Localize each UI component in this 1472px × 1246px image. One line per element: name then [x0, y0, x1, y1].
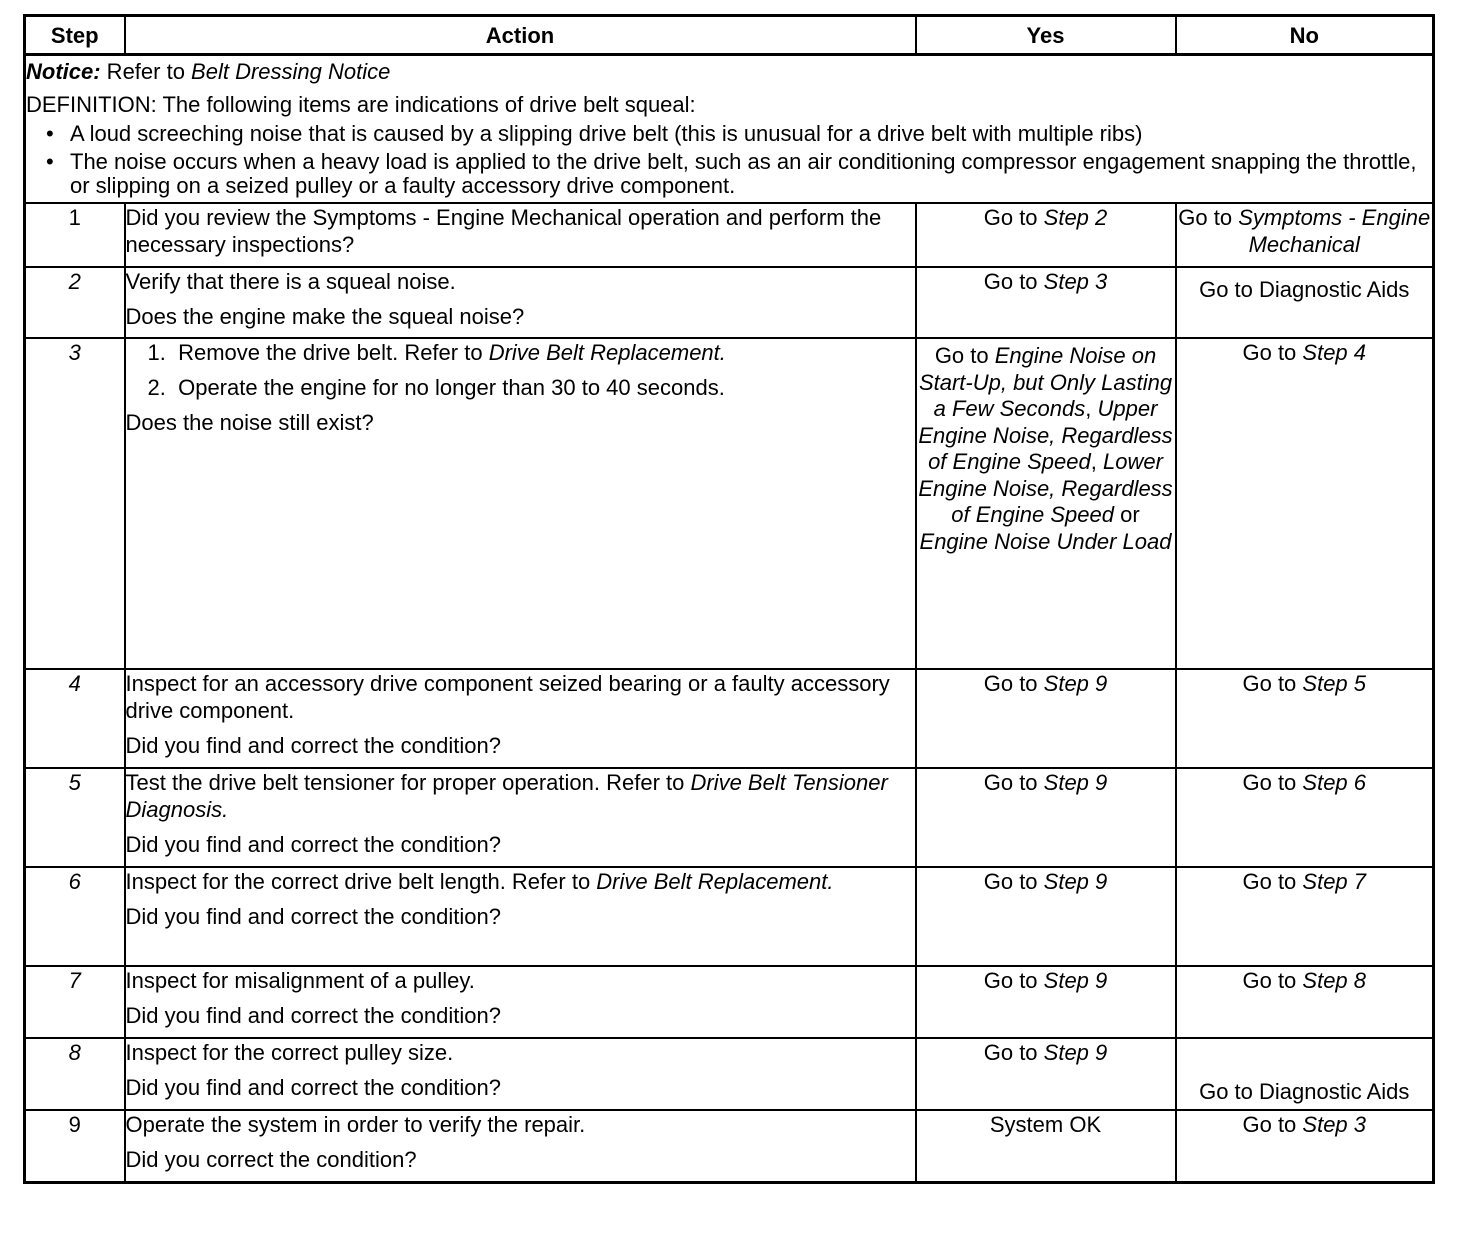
action-ref[interactable]: Drive Belt Tensioner Diagnosis.	[125, 770, 888, 822]
table-row	[25, 1110, 1434, 1182]
action-question: Did you find and correct the condition?	[125, 904, 501, 929]
yes-cell	[916, 203, 1176, 267]
action-text-span: Test the drive belt tensioner for proper operation. Refer to	[125, 770, 691, 795]
list-text: Operate the engine for no longer than 30 to 40 seconds.	[178, 375, 725, 400]
no-prefix: Go to	[1178, 205, 1239, 230]
no-prefix: Go to	[1242, 770, 1303, 795]
step-number: 8	[25, 1038, 125, 1110]
list-number: 1.	[147, 340, 166, 365]
bullet-icon: •	[46, 149, 54, 174]
separator: or	[1114, 502, 1140, 527]
action-text: Did you review the Symptoms - Engine Mechanical operation and perform the necessary inspections?	[125, 205, 882, 257]
table-row	[25, 338, 1434, 669]
list-number: 2.	[147, 375, 166, 400]
yes-link[interactable]: Engine Noise Under Load	[919, 528, 1172, 554]
step-action	[125, 203, 916, 267]
no-cell	[1176, 267, 1434, 338]
yes-prefix: Go to	[983, 205, 1044, 230]
no-prefix: Go to	[1242, 869, 1303, 894]
action-text	[126, 868, 915, 895]
yes-prefix: Go to	[983, 968, 1044, 993]
action-text-span: Inspect for the correct drive belt length. Refer to	[125, 869, 597, 894]
table-row	[25, 669, 1434, 768]
yes-link[interactable]: Step 9	[1043, 968, 1108, 993]
step-number: 1	[25, 203, 125, 267]
yes-cell	[916, 867, 1176, 966]
list-ref[interactable]: Drive Belt Replacement.	[488, 340, 726, 365]
definition-text: DEFINITION: The following items are indications of drive belt squeal:	[26, 92, 696, 117]
step-number: 2	[25, 267, 125, 338]
yes-prefix: Go to	[983, 770, 1044, 795]
header-yes: Yes	[916, 16, 1176, 55]
bullet-text: The noise occurs when a heavy load is applied to the drive belt, such as an air conditioning compressor engagement snapping the throttle, or slipping on a seized pulley or a faulty accessory drive component.	[70, 149, 1417, 198]
no-link[interactable]: Step 7	[1302, 869, 1367, 894]
yes-cell	[916, 338, 1176, 669]
yes-prefix: Go to	[934, 343, 995, 368]
yes-cell	[916, 966, 1176, 1038]
yes-link[interactable]: Step 9	[1043, 770, 1108, 795]
step-number: 5	[25, 768, 125, 867]
yes-long-text	[917, 343, 1175, 555]
action-text	[126, 769, 915, 823]
no-prefix: Go to	[1242, 671, 1303, 696]
action-question: Did you find and correct the condition?	[125, 1003, 501, 1028]
step-action	[125, 768, 916, 867]
notice-cell	[25, 55, 1434, 204]
yes-link[interactable]: Step 9	[1043, 671, 1108, 696]
action-text: Inspect for an accessory drive component seized bearing or a faulty accessory drive component.	[125, 671, 890, 723]
yes-cell	[916, 1110, 1176, 1182]
action-text: Inspect for misalignment of a pulley.	[125, 968, 475, 993]
yes-prefix: Go to	[983, 671, 1044, 696]
definition-list	[26, 122, 1432, 198]
no-cell	[1176, 338, 1434, 669]
no-link[interactable]: Step 3	[1302, 1112, 1367, 1137]
diagnostic-table	[23, 14, 1435, 1184]
no-link[interactable]: Go to Diagnostic Aids	[1199, 277, 1410, 302]
no-cell	[1176, 1038, 1434, 1110]
header-action: Action	[125, 16, 916, 55]
action-text: Operate the system in order to verify the repair.	[125, 1112, 586, 1137]
step-action	[125, 669, 916, 768]
step-action	[125, 867, 916, 966]
yes-prefix: Go to	[983, 1040, 1044, 1065]
yes-link[interactable]: Step 9	[1043, 869, 1108, 894]
header-step: Step	[25, 16, 125, 55]
yes-link[interactable]: Step 3	[1043, 269, 1108, 294]
separator: ,	[1085, 396, 1098, 421]
no-cell	[1176, 203, 1434, 267]
no-cell	[1176, 768, 1434, 867]
table-header-row	[25, 16, 1434, 55]
yes-link[interactable]: System OK	[989, 1112, 1102, 1137]
list-text: Remove the drive belt. Refer to	[178, 340, 489, 365]
no-cell	[1176, 669, 1434, 768]
yes-link[interactable]: Step 9	[1043, 1040, 1108, 1065]
action-question: Does the engine make the squeal noise?	[125, 304, 525, 329]
no-link[interactable]: Symptoms - Engine Mechanical	[1238, 205, 1431, 257]
no-cell	[1176, 867, 1434, 966]
action-text: Verify that there is a squeal noise.	[125, 269, 456, 294]
step-number: 4	[25, 669, 125, 768]
step-action	[125, 267, 916, 338]
action-question: Does the noise still exist?	[125, 410, 374, 435]
list-item	[46, 149, 1432, 198]
table-row	[25, 867, 1434, 966]
table-row	[25, 267, 1434, 338]
no-link[interactable]: Step 6	[1302, 770, 1367, 795]
yes-prefix: Go to	[983, 869, 1044, 894]
no-prefix: Go to	[1242, 340, 1303, 365]
notice-ref: Belt Dressing Notice	[191, 59, 391, 84]
yes-cell	[916, 267, 1176, 338]
notice-row	[25, 55, 1434, 204]
yes-cell	[916, 768, 1176, 867]
action-question: Did you correct the condition?	[125, 1147, 417, 1172]
list-item	[148, 374, 915, 401]
step-number: 3	[25, 338, 125, 669]
step-action	[125, 966, 916, 1038]
yes-link[interactable]: Engine Noise on Start-Up, but Only Lasting a Few Seconds	[918, 343, 1173, 421]
no-cell	[1176, 1110, 1434, 1182]
step-action	[125, 1038, 916, 1110]
table-row	[25, 966, 1434, 1038]
header-no: No	[1176, 16, 1434, 55]
yes-link[interactable]: Step 2	[1043, 205, 1108, 230]
no-link[interactable]: Step 4	[1302, 340, 1367, 365]
no-link[interactable]: Go to Diagnostic Aids	[1199, 1079, 1410, 1104]
no-prefix: Go to	[1242, 968, 1303, 993]
action-steps-list	[126, 339, 915, 401]
no-cell	[1176, 966, 1434, 1038]
bullet-text: A loud screeching noise that is caused by a slipping drive belt (this is unusual for a drive belt with multiple ribs)	[70, 121, 1143, 146]
step-number: 9	[25, 1110, 125, 1182]
yes-link[interactable]: Lower Engine Noise, Regardless of Engine Speed	[918, 449, 1173, 527]
action-question: Did you find and correct the condition?	[125, 1075, 501, 1100]
no-link[interactable]: Step 5	[1302, 671, 1367, 696]
no-prefix: Go to	[1242, 1112, 1303, 1137]
list-item	[46, 121, 1432, 146]
notice-line	[26, 58, 1432, 85]
notice-text: Refer to	[100, 59, 192, 84]
yes-cell	[916, 1038, 1176, 1110]
step-number: 6	[25, 867, 125, 966]
table-row	[25, 1038, 1434, 1110]
step-action	[125, 338, 916, 669]
action-question: Did you find and correct the condition?	[125, 733, 501, 758]
yes-prefix: Go to	[983, 269, 1044, 294]
table-row	[25, 203, 1434, 267]
notice-label: Notice:	[26, 59, 101, 84]
action-ref[interactable]: Drive Belt Replacement.	[596, 869, 834, 894]
step-number: 7	[25, 966, 125, 1038]
separator: ,	[1090, 449, 1103, 474]
step-action	[125, 1110, 916, 1182]
table-row	[25, 768, 1434, 867]
action-text: Inspect for the correct pulley size.	[125, 1040, 454, 1065]
action-question: Did you find and correct the condition?	[125, 832, 501, 857]
bullet-icon: •	[46, 121, 54, 146]
yes-cell	[916, 669, 1176, 768]
no-link[interactable]: Step 8	[1302, 968, 1367, 993]
list-item	[148, 339, 915, 366]
yes-link[interactable]: Upper Engine Noise, Regardless of Engine Speed	[918, 396, 1173, 474]
